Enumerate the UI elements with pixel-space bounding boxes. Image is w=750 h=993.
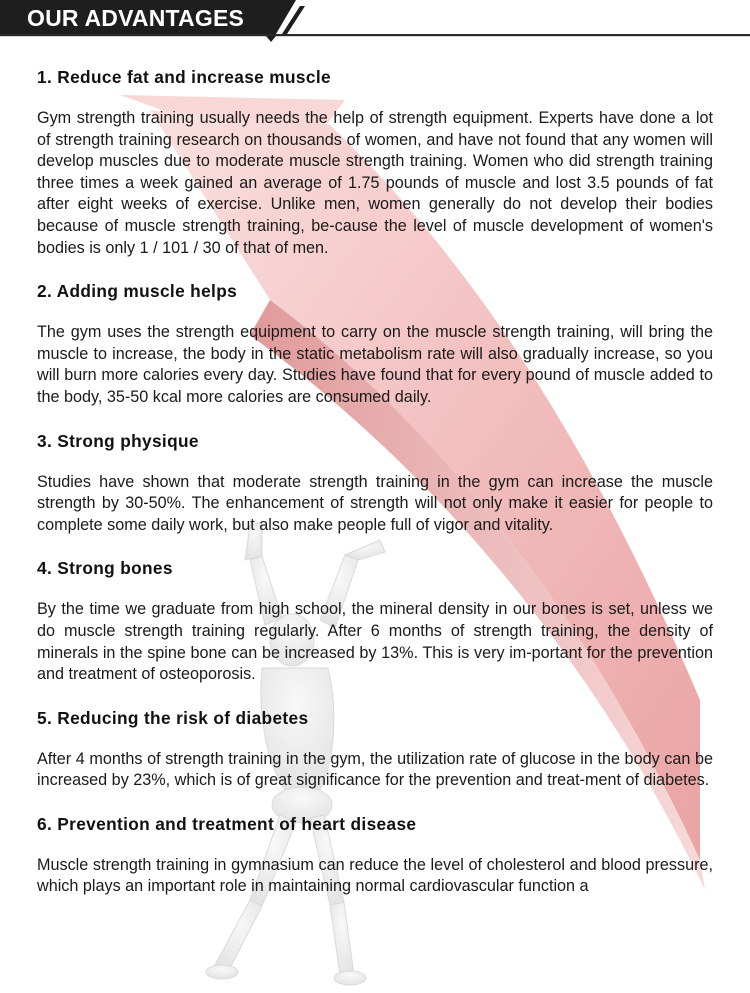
page-title: OUR ADVANTAGES <box>27 5 245 31</box>
advantages-list <box>37 66 713 919</box>
section-body: Gym strength training usually needs the help of strength equipment. Experts have done a lot of strength training research on thousands of women, and have not found that any women will develop muscles due to moderate muscle strength training. Women who did strength training three times a week gained an average of 1.75 pounds of muscle and lost 3.5 pounds of fat after eight weeks of exercise. Unlike men, women generally do not develop their bodies because of muscle strength training, be-cause the level of muscle development of women's bodies is only 1 / 101 / 30 of that of men. <box>37 109 713 257</box>
section-heading: 2. Adding muscle helps <box>37 281 238 302</box>
section-body: Studies have shown that moderate strength training in the gym can increase the muscle strength by 30-50%. The enhancement of strength will not only make it easier for people to complete some daily work, but also make people full of vigor and vitality. <box>37 472 713 534</box>
advantage-section-4 <box>37 557 713 685</box>
advantage-section-3 <box>37 430 713 537</box>
section-header-banner <box>0 0 750 42</box>
section-heading: 5. Reducing the risk of diabetes <box>37 707 309 728</box>
section-heading: 4. Strong bones <box>37 558 173 579</box>
advantage-section-1 <box>37 66 713 259</box>
advantage-section-2 <box>37 280 713 408</box>
section-body: By the time we graduate from high school, the mineral density in our bones is set, unless we do muscle strength training regularly. After 6 months of strength training, the density of minerals in the spine bone can be increased by 13%. This is very im-portant for the prevention and treatment of osteoporosis. <box>37 600 713 684</box>
section-heading: 6. Prevention and treatment of heart disease <box>37 813 417 834</box>
section-body: The gym uses the strength equipment to carry on the muscle strength training, will bring the muscle to increase, the body in the static metabolism rate will also gradually increase, so you will burn more calories every day. Studies have found that for every pound of muscle added to the body, 35-50 kcal more calories are consumed daily. <box>37 323 713 406</box>
section-body: After 4 months of strength training in the gym, the utilization rate of glucose in the body can be increased by 23%, which is of great significance for the prevention and treat-ment of diabetes. <box>37 749 713 790</box>
section-body: Muscle strength training in gymnasium can reduce the level of cholesterol and blood pressure, which plays an important role in maintaining normal cardiovascular function a <box>37 855 713 896</box>
advantage-section-5 <box>37 707 713 792</box>
section-heading: 3. Strong physique <box>37 430 199 451</box>
section-heading: 1. Reduce fat and increase muscle <box>37 67 331 87</box>
advantage-section-6 <box>37 813 713 898</box>
